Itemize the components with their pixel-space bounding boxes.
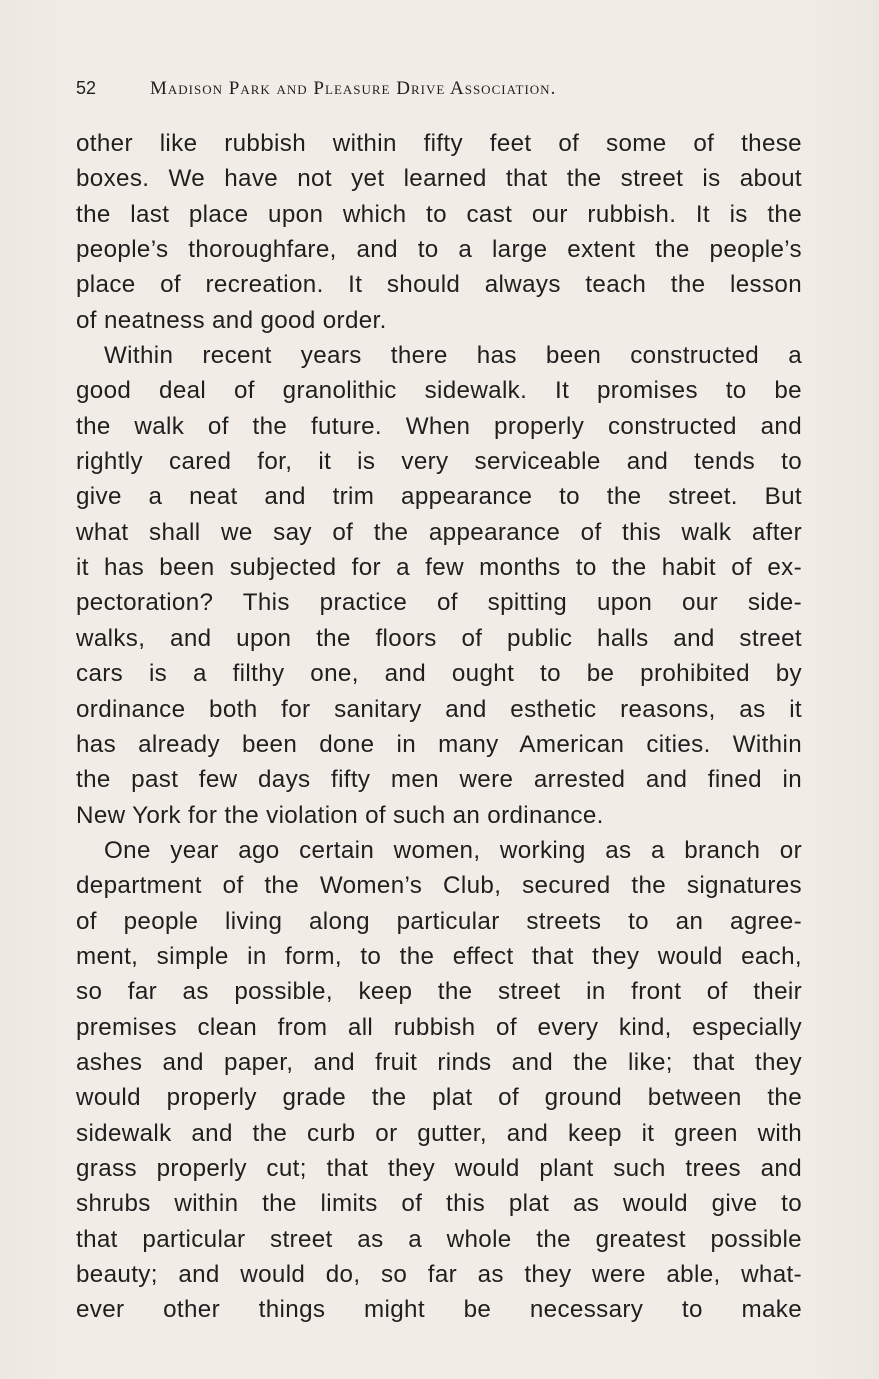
text-line: sidewalk and the curb or gutter, and keep it green with [76, 1119, 802, 1147]
text-line: department of the Women’s Club, secured the signatures [76, 872, 802, 900]
text-line: ordinance both for sanitary and esthetic reasons, as it [76, 695, 802, 723]
text-line: it has been subjected for a few months to the habit of ex- [76, 554, 802, 582]
text-line: Within recent years there has been constructed a [104, 342, 802, 370]
text-line: the walk of the future. When properly constructed and [76, 412, 802, 440]
text-line: boxes. We have not yet learned that the street is about [76, 165, 802, 193]
text-line: walks, and upon the floors of public halls and street [76, 624, 802, 652]
text-line: the last place upon which to cast our rubbish. It is the [76, 200, 802, 228]
text-line: One year ago certain women, working as a branch or [104, 836, 802, 864]
text-line: other like rubbish within fifty feet of some of these [76, 130, 802, 157]
text-line: beauty; and would do, so far as they were able, what- [76, 1261, 802, 1288]
text-line: place of recreation. It should always teach the lesson [76, 271, 802, 299]
text-line: of people living along particular streets to an agree- [76, 907, 802, 935]
text-line: that particular street as a whole the greatest possible [76, 1225, 802, 1253]
text-line: the past few days fifty men were arrested and fined in [76, 766, 802, 794]
text-line: what shall we say of the appearance of this walk after [76, 518, 802, 546]
text-line: premises clean from all rubbish of every kind, especially [76, 1013, 802, 1041]
text-line: good deal of granolithic sidewalk. It promises to be [76, 377, 802, 405]
text-line: ashes and paper, and fruit rinds and the like; that they [76, 1048, 802, 1076]
text-line: ever other things might be necessary to make [76, 1296, 802, 1324]
text-line: would properly grade the plat of ground between the [76, 1084, 802, 1112]
text-line: ment, simple in form, to the effect that they would each, [76, 942, 802, 970]
page-number: 52 [76, 78, 97, 98]
text-line: of neatness and good order. [76, 306, 387, 334]
text-line: pectoration? This practice of spitting upon our side- [76, 589, 802, 617]
text-line: so far as possible, keep the street in front of their [76, 978, 802, 1006]
text-line: has already been done in many American cities. Within [76, 730, 802, 758]
page-header [76, 78, 802, 102]
text-line: shrubs within the limits of this plat as would give to [76, 1190, 802, 1218]
running-head: Madison Park and Pleasure Drive Association. [150, 78, 557, 99]
text-line: rightly cared for, it is very serviceable and tends to [76, 448, 802, 476]
text-line: people’s thoroughfare, and to a large extent the people’s [76, 236, 802, 264]
text-line: grass properly cut; that they would plant such trees and [76, 1154, 802, 1182]
text-line: cars is a filthy one, and ought to be prohibited by [76, 660, 802, 688]
text-line: give a neat and trim appearance to the street. But [76, 483, 802, 511]
body-text [76, 126, 802, 1328]
text-line: New York for the violation of such an ordinance. [76, 801, 604, 829]
